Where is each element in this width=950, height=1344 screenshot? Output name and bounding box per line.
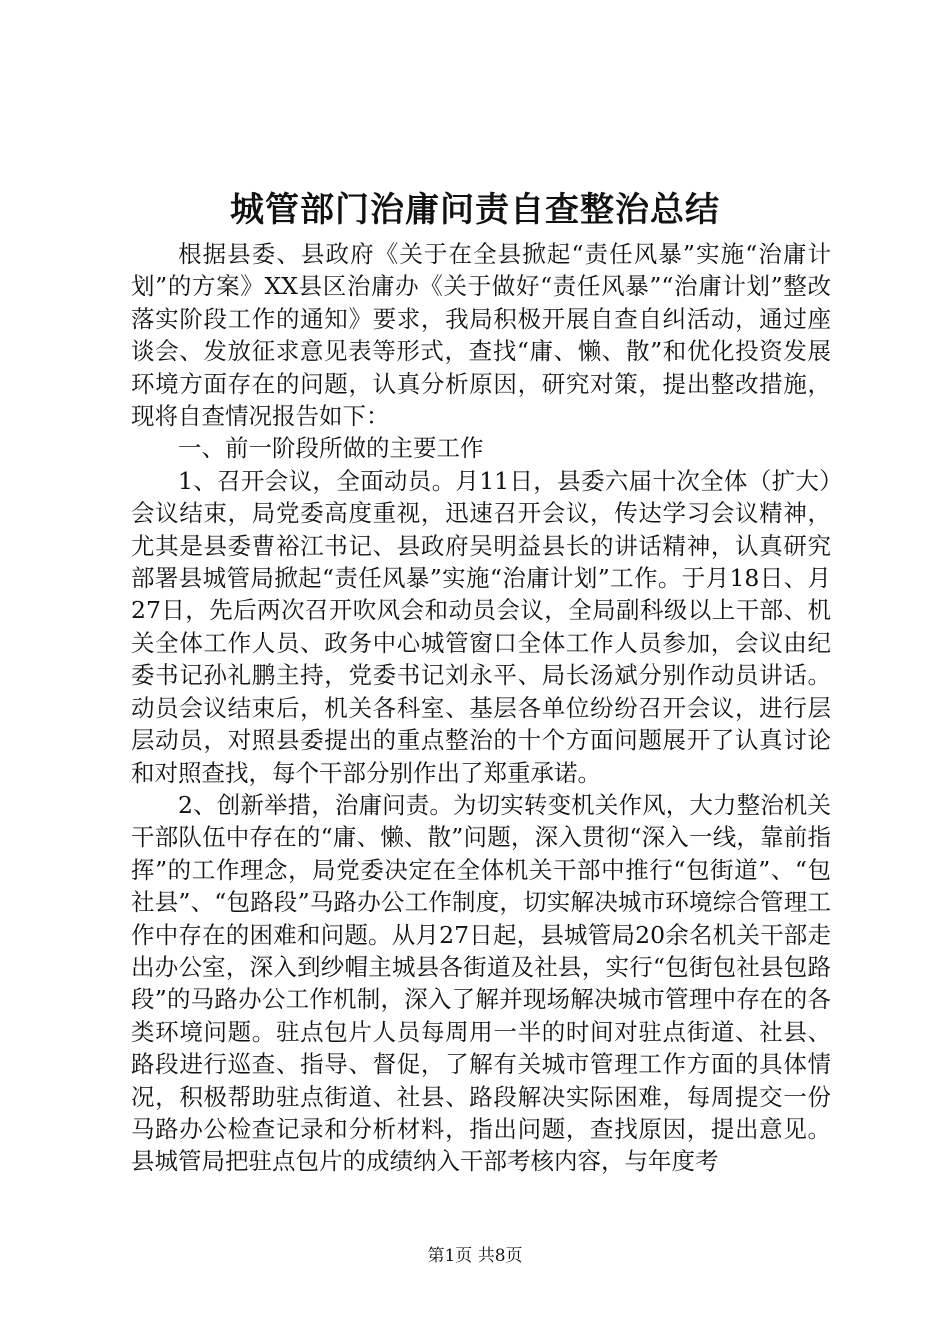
document-body [131,238,831,1178]
item-paragraph-2: 2、创新举措，治庸问责。为切实转变机关作风，大力整治机关干部队伍中存在的“庸、懒、散”问题，深入贯彻“深入一线，靠前指挥”的工作理念，局党委决定在全体机关干部中推行“包街道”、“包社县”、“包路段”马路办公工作制度，切实解决城市环境综合管理工作中存在的困难和问题。从月27日起，县城管局20余名机关干部走出办公室，深入到纱帽主城县各街道及社县，实行“包街包社县包路段”的马路办公工作机制，深入了解并现场解决城市管理中存在的各类环境问题。驻点包片人员每周用一半的时间对驻点街道、社县、路段进行巡查、指导、督促，了解有关城市管理工作方面的具体情况，积极帮助驻点街道、社县、路段解决实际困难，每周提交一份马路办公检查记录和分析材料，指出问题，查找原因，提出意见。县城管局把驻点包片的成绩纳入干部考核内容，与年度考 [131,790,831,1176]
item-paragraph-1: 1、召开会议，全面动员。月11日，县委六届十次全体（扩大）会议结束，局党委高度重视，迅速召开会议，传达学习会议精神，尤其是县委曹裕江书记、县政府吴明益县长的讲话精神，认真研究部署县城管局掀起“责任风暴”实施“治庸计划”工作。于月18日、月27日，先后两次召开吹风会和动员会议，全局副科级以上干部、机关全体工作人员、政务中心城管窗口全体工作人员参加，会议由纪委书记孙礼鹏主持，党委书记刘永平、局长汤斌分别作动员讲话。动员会议结束后，机关各科室、基层各单位纷纷召开会议，进行层层动员，对照县委提出的重点整治的十个方面问题展开了认真讨论和对照查找，每个干部分别作出了郑重承诺。 [131,466,831,787]
document-title: 城管部门治庸问责自查整治总结 [230,190,720,230]
section-heading-1: 一、前一阶段所做的主要工作 [178,434,484,463]
intro-paragraph: 根据县委、县政府《关于在全县掀起“责任风暴”实施“治庸计划”的方案》XX县区治庸办《关于做好“责任风暴”“治庸计划”整改落实阶段工作的通知》要求，我局积极开展自查自纠活动，通过座谈会、发放征求意见表等形式，查找“庸、懒、散”和优化投资发展环境方面存在的问题，认真分析原因，研究对策，提出整改措施，现将自查情况报告如下： [131,240,831,431]
page-footer: 第1页 共8页 [427,1246,523,1266]
